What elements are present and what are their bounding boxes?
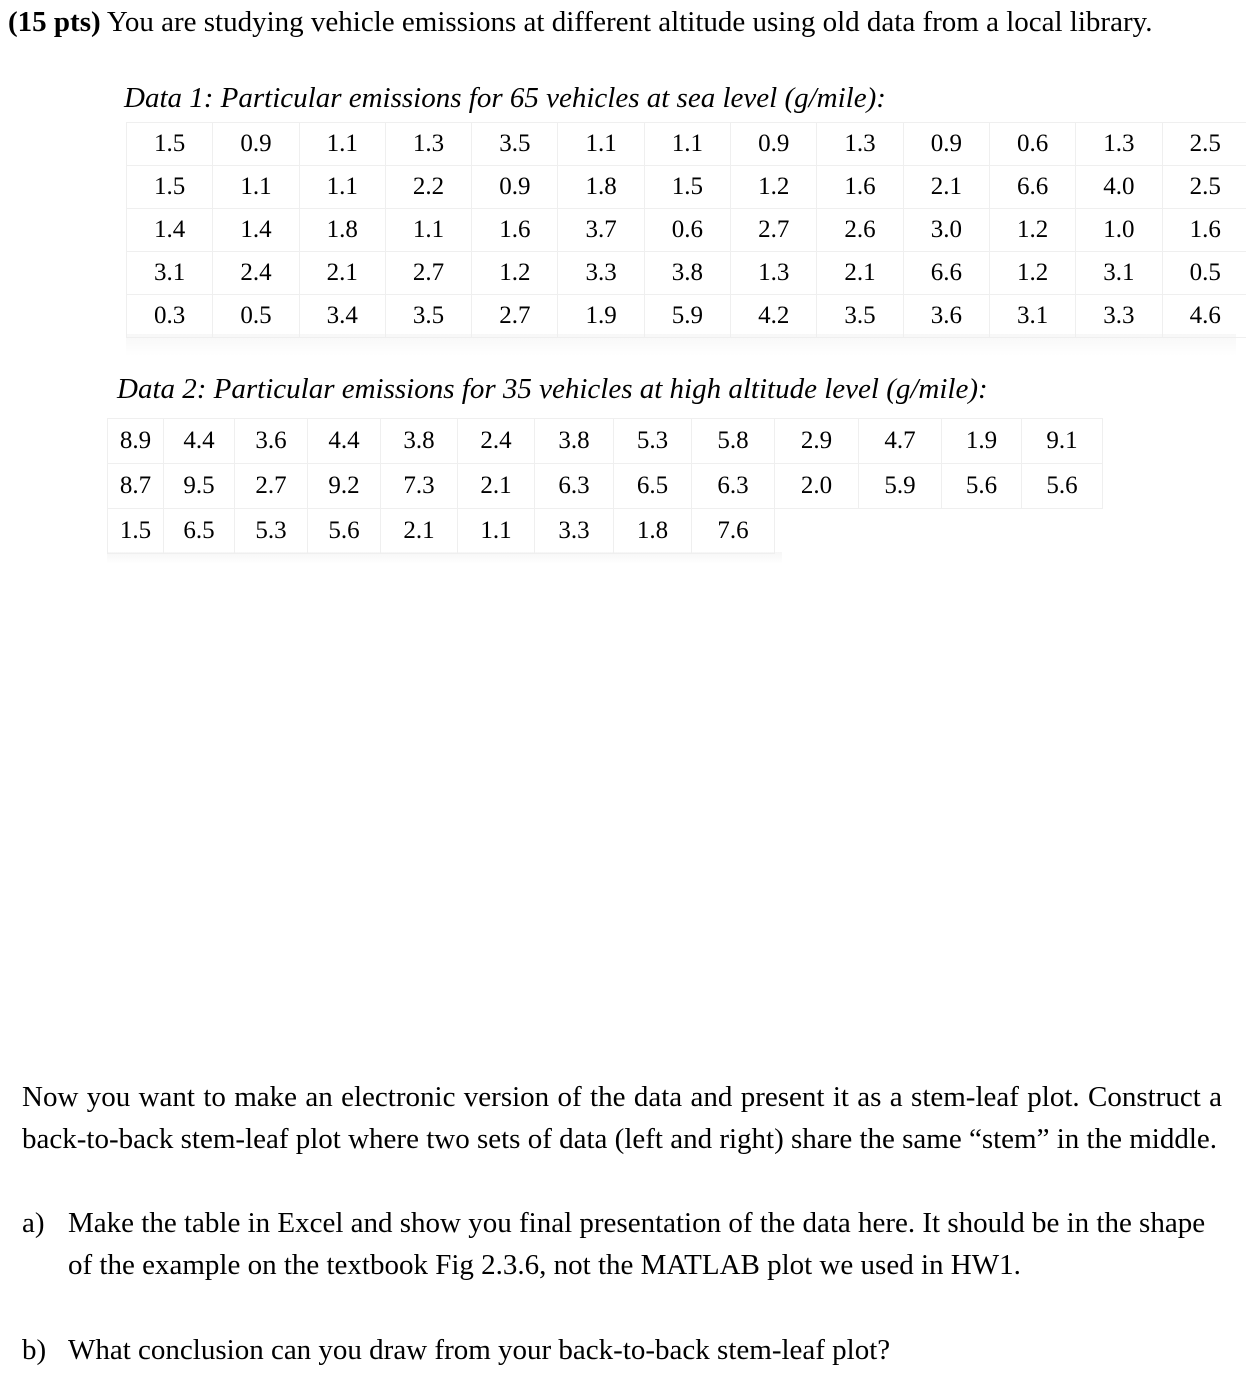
table-cell: 2.1 — [817, 252, 903, 295]
table-cell: 2.7 — [385, 252, 471, 295]
table-cell: 2.5 — [1162, 123, 1246, 166]
table-cell: 1.2 — [472, 252, 558, 295]
table-cell: 0.9 — [472, 166, 558, 209]
table-cell: 0.5 — [213, 295, 299, 338]
table-cell: 2.1 — [458, 464, 535, 509]
table-cell: 4.4 — [308, 419, 381, 464]
table-cell: 9.5 — [164, 464, 235, 509]
table-cell: 1.1 — [558, 123, 644, 166]
table-cell: 1.8 — [299, 209, 385, 252]
table-cell: 1.6 — [1162, 209, 1246, 252]
table-cell: 2.5 — [1162, 166, 1246, 209]
table-cell: 0.5 — [1162, 252, 1246, 295]
table-cell: 1.1 — [458, 509, 535, 554]
instructions-paragraph: Now you want to make an electronic version of the data and present it as a stem-leaf plot. Construct a back-to-back stem-leaf plot where two sets of data (left and right) share the same “stem” in the middle. — [22, 1081, 1222, 1155]
table-cell: 1.5 — [127, 166, 213, 209]
table-cell: 1.1 — [299, 166, 385, 209]
table-cell: 0.9 — [903, 123, 989, 166]
table-cell: 1.8 — [614, 509, 692, 554]
points-label: (15 pts) — [8, 6, 101, 38]
data1-table — [126, 122, 1246, 338]
table-cell: 4.7 — [859, 419, 942, 464]
table-cell: 1.9 — [942, 419, 1022, 464]
table-cell: 2.1 — [299, 252, 385, 295]
table-cell: 2.4 — [458, 419, 535, 464]
part-b — [22, 1329, 1222, 1371]
table-cell: 6.6 — [903, 252, 989, 295]
table-cell: 1.5 — [108, 509, 164, 554]
table-cell: 1.4 — [213, 209, 299, 252]
table-cell: 1.1 — [644, 123, 730, 166]
table-cell: 3.3 — [558, 252, 644, 295]
table-cell: 3.5 — [472, 123, 558, 166]
table-cell: 3.6 — [903, 295, 989, 338]
table-cell: 1.1 — [385, 209, 471, 252]
table-cell: 3.6 — [235, 419, 308, 464]
table-cell: 0.6 — [644, 209, 730, 252]
table-cell: 3.1 — [1076, 252, 1162, 295]
table-cell: 9.1 — [1022, 419, 1103, 464]
table-cell: 3.8 — [381, 419, 458, 464]
table-cell: 3.3 — [1076, 295, 1162, 338]
table-cell: 1.3 — [731, 252, 817, 295]
table-cell: 3.8 — [535, 419, 614, 464]
table-cell: 5.8 — [692, 419, 775, 464]
table-cell: 2.4 — [213, 252, 299, 295]
table-cell: 1.3 — [1076, 123, 1162, 166]
part-a — [22, 1202, 1222, 1286]
table-cell: 5.6 — [308, 509, 381, 554]
data1-row — [127, 209, 1246, 252]
table-cell: 0.9 — [213, 123, 299, 166]
question-header — [8, 4, 1218, 41]
table-cell: 1.5 — [127, 123, 213, 166]
table-cell: 8.9 — [108, 419, 164, 464]
data2-row — [108, 464, 1103, 509]
table-cell: 3.8 — [644, 252, 730, 295]
table-cell: 5.3 — [235, 509, 308, 554]
table-cell: 1.5 — [644, 166, 730, 209]
table-cell: 3.1 — [989, 295, 1075, 338]
table-cell: 5.9 — [859, 464, 942, 509]
table-cell: 4.2 — [731, 295, 817, 338]
table-cell: 4.4 — [164, 419, 235, 464]
data2-row — [108, 509, 1103, 554]
table-cell: 1.4 — [127, 209, 213, 252]
data1-row — [127, 166, 1246, 209]
table-cell: 5.6 — [1022, 464, 1103, 509]
table-cell: 0.6 — [989, 123, 1075, 166]
table-cell: 5.9 — [644, 295, 730, 338]
table-cell: 1.0 — [1076, 209, 1162, 252]
table-cell: 4.6 — [1162, 295, 1246, 338]
table-cell: 4.0 — [1076, 166, 1162, 209]
table-cell: 3.7 — [558, 209, 644, 252]
data1-caption: Data 1: Particular emissions for 65 vehicles at sea level (g/mile): — [124, 82, 886, 114]
data1-row — [127, 252, 1246, 295]
table-cell: 1.3 — [817, 123, 903, 166]
question-intro: You are studying vehicle emissions at different altitude using old data from a local library. — [106, 6, 1153, 38]
table-cell: 3.3 — [535, 509, 614, 554]
table-cell: 1.2 — [989, 209, 1075, 252]
table-cell: 2.0 — [775, 464, 859, 509]
table-cell: 2.6 — [817, 209, 903, 252]
table-cell: 2.1 — [903, 166, 989, 209]
table-cell: 1.3 — [385, 123, 471, 166]
table-cell: 3.1 — [127, 252, 213, 295]
table-cell: 3.5 — [817, 295, 903, 338]
table-cell: 2.7 — [472, 295, 558, 338]
table-cell: 2.7 — [731, 209, 817, 252]
table-cell: 5.3 — [614, 419, 692, 464]
table-cell: 1.2 — [731, 166, 817, 209]
table-cell: 6.3 — [692, 464, 775, 509]
table-cell: 7.6 — [692, 509, 775, 554]
table-cell: 2.7 — [235, 464, 308, 509]
table-cell: 8.7 — [108, 464, 164, 509]
table-cell: 7.3 — [381, 464, 458, 509]
table-cell: 3.4 — [299, 295, 385, 338]
data1-row — [127, 123, 1246, 166]
table-cell: 1.1 — [213, 166, 299, 209]
table-cell: 1.6 — [817, 166, 903, 209]
table-cell: 1.6 — [472, 209, 558, 252]
table-cell: 5.6 — [942, 464, 1022, 509]
data1-row — [127, 295, 1246, 338]
table-cell: 1.1 — [299, 123, 385, 166]
part-b-text: What conclusion can you draw from your back-to-back stem-leaf plot? — [68, 1334, 891, 1366]
table-cell: 3.0 — [903, 209, 989, 252]
table-cell: 1.2 — [989, 252, 1075, 295]
table-cell: 2.9 — [775, 419, 859, 464]
table-cell: 6.3 — [535, 464, 614, 509]
table-cell: 1.9 — [558, 295, 644, 338]
table-cell: 6.6 — [989, 166, 1075, 209]
table-cell: 0.3 — [127, 295, 213, 338]
data2-caption: Data 2: Particular emissions for 35 vehicles at high altitude level (g/mile): — [117, 373, 988, 405]
data2-table — [107, 418, 1103, 554]
table-cell: 6.5 — [164, 509, 235, 554]
table-cell: 2.2 — [385, 166, 471, 209]
table-cell: 2.1 — [381, 509, 458, 554]
table-cell: 6.5 — [614, 464, 692, 509]
table-cell: 0.9 — [731, 123, 817, 166]
part-a-label: a) — [22, 1207, 45, 1239]
table-cell: 9.2 — [308, 464, 381, 509]
data2-row — [108, 419, 1103, 464]
table-cell: 3.5 — [385, 295, 471, 338]
table-cell: 1.8 — [558, 166, 644, 209]
part-a-text: Make the table in Excel and show you final presentation of the data here. It should be in the shape of the example on the textbook Fig 2.3.6, not the MATLAB plot we used in HW1. — [68, 1207, 1206, 1281]
part-b-label: b) — [22, 1334, 47, 1366]
